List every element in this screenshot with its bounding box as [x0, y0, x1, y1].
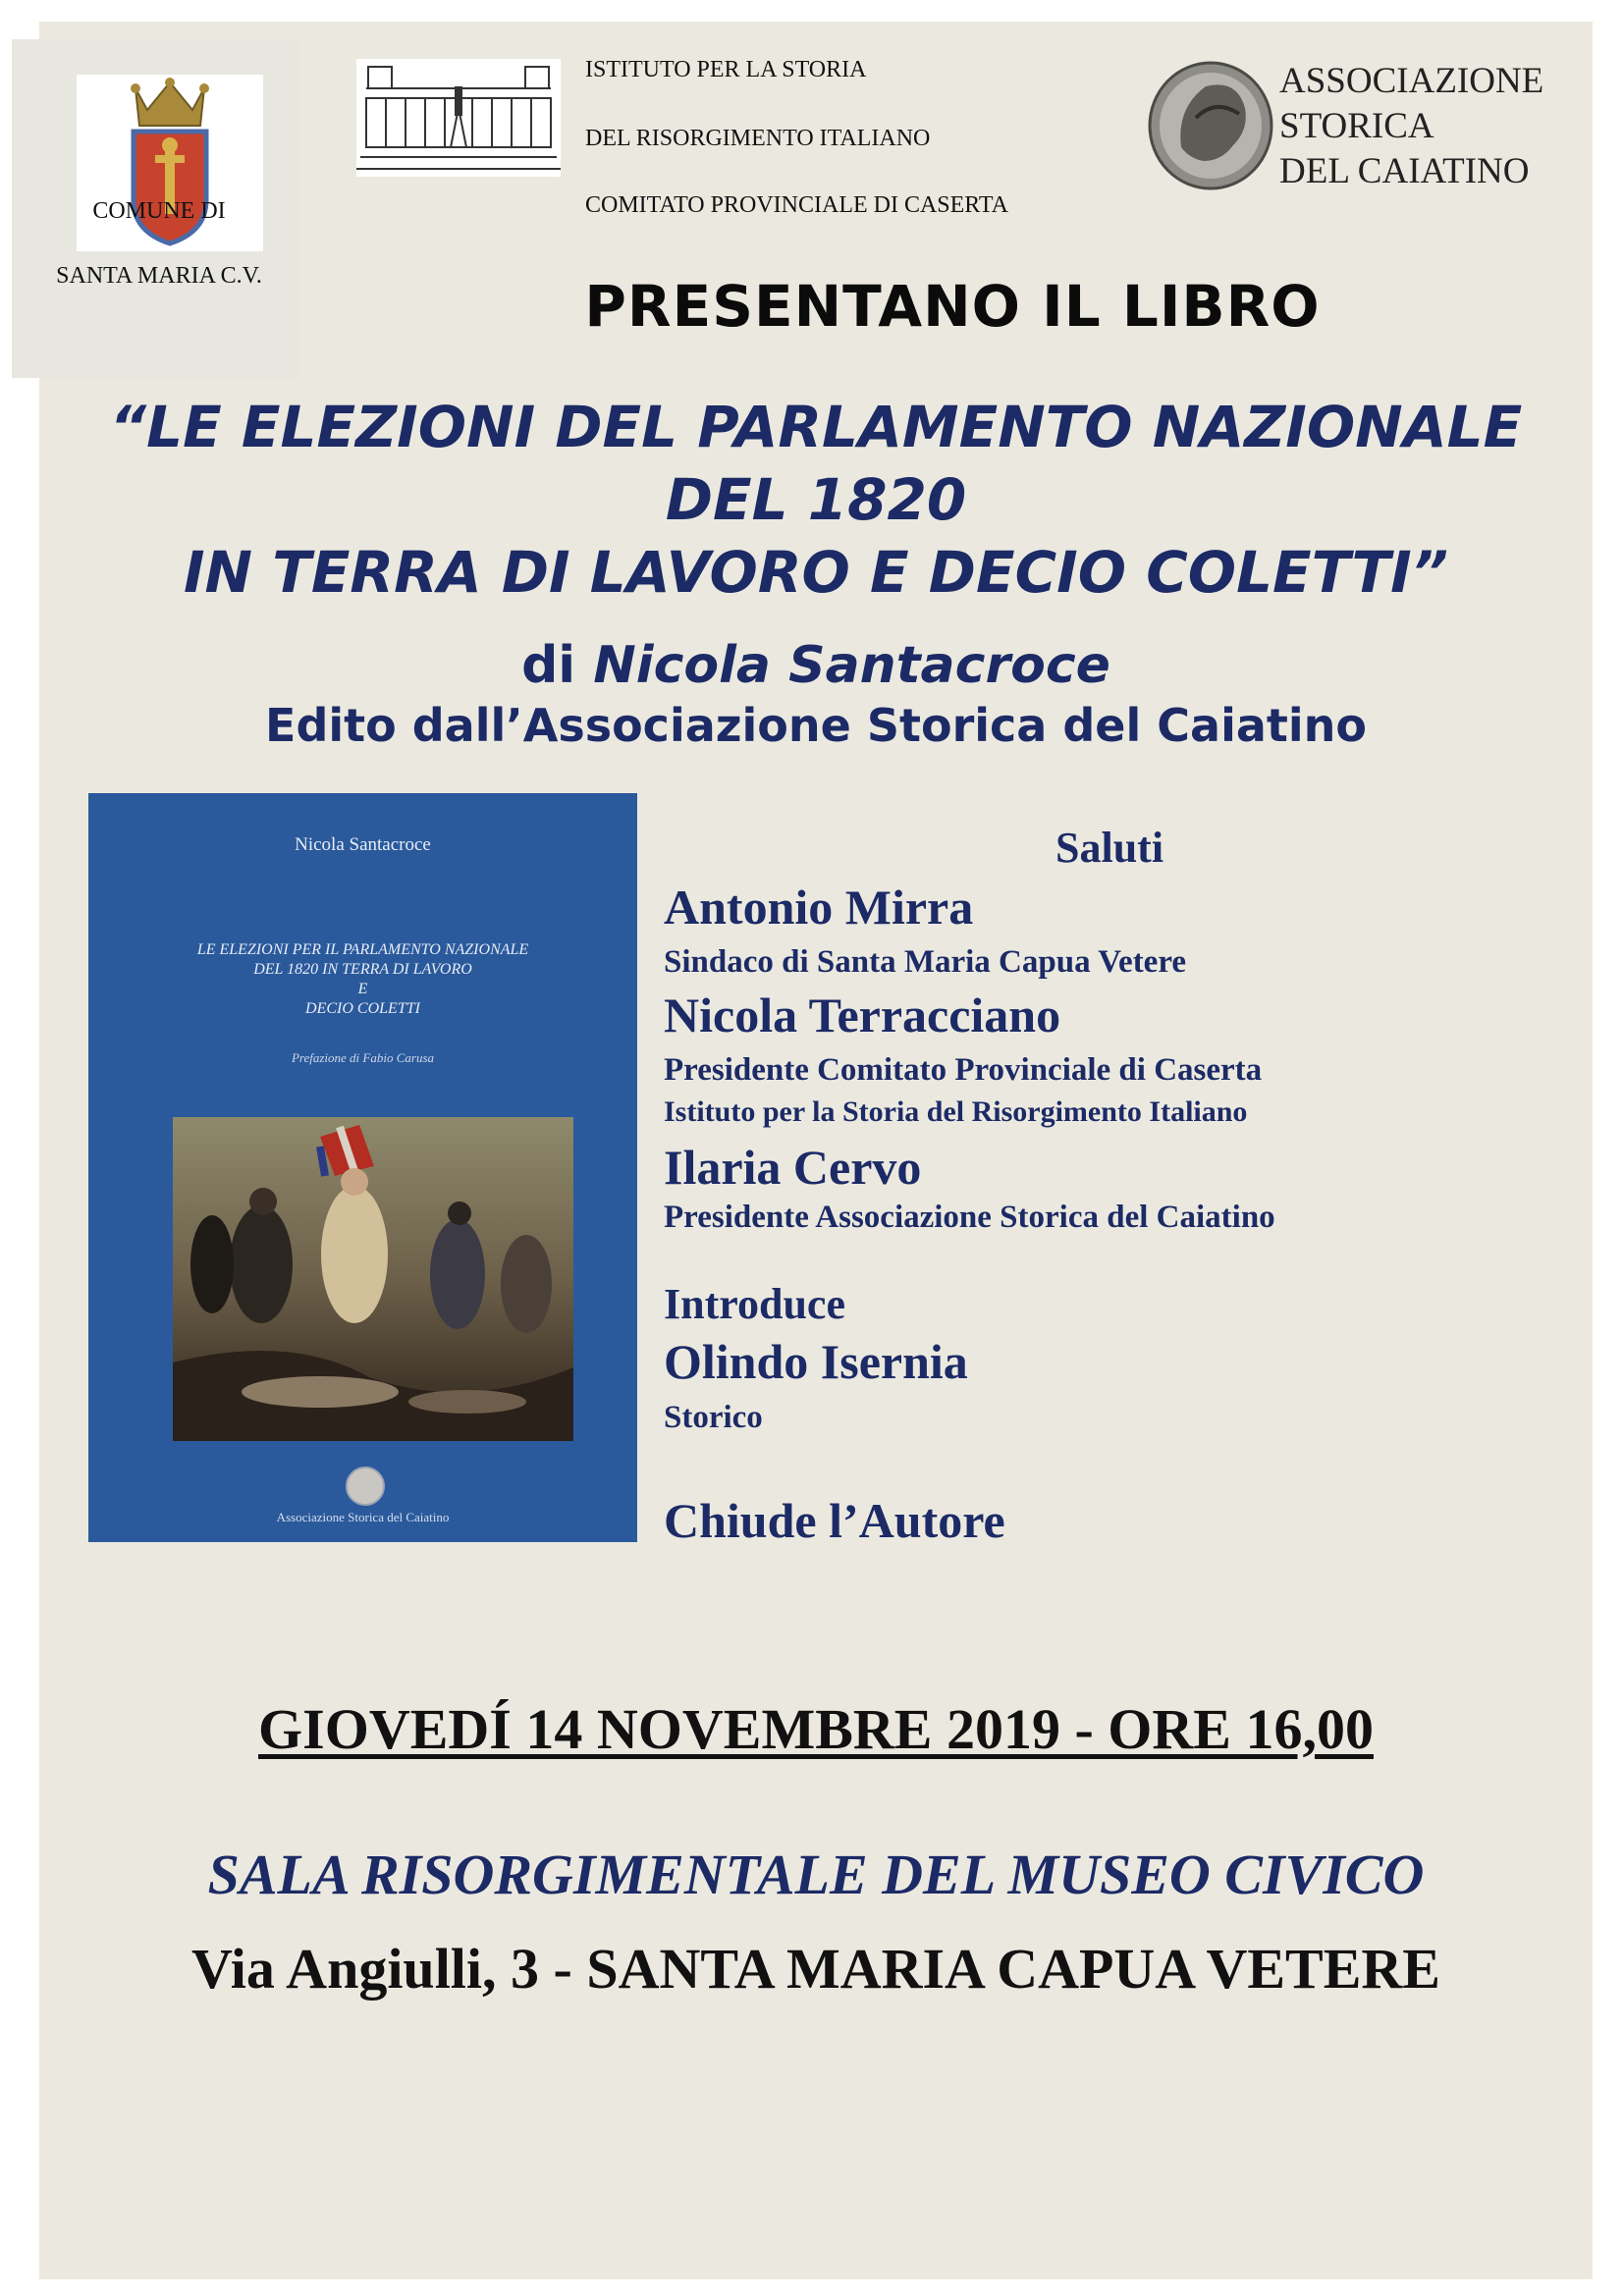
speaker1-name: Antonio Mirra [664, 880, 974, 934]
helmeted-head-coin-icon [1147, 59, 1274, 191]
introduce-heading: Introduce [664, 1280, 845, 1328]
speaker2-role-line1: Presidente Comitato Provinciale di Caserta [664, 1052, 1263, 1088]
speaker3-role: Presidente Associazione Storica del Caiatino [664, 1200, 1275, 1235]
book-cover-publisher: Associazione Storica del Caiatino [276, 1510, 450, 1524]
speaker1-role: Sindaco di Santa Maria Capua Vetere [664, 944, 1187, 980]
book-cover-title [88, 940, 637, 1019]
painting-image [173, 1117, 573, 1441]
monument-icon [356, 59, 561, 177]
author-prefix: di [521, 636, 576, 695]
event-address: Via Angiulli, 3 - SANTA MARIA CAPUA VETERE [191, 1937, 1440, 2001]
istituto-label-line3: COMITATO PROVINCIALE DI CASERTA [585, 192, 1008, 218]
istituto-label-line1: ISTITUTO PER LA STORIA [585, 57, 867, 82]
event-venue: SALA RISORGIMENTALE DEL MUSEO CIVICO [207, 1842, 1425, 1906]
saluti-heading: Saluti [1055, 824, 1164, 872]
book-cover-title-line3: E [357, 981, 368, 997]
book-cover-publisher-logo [346, 1467, 385, 1506]
book-title-line1: “LE ELEZIONI DEL PARLAMENTO NAZIONALE [109, 394, 1523, 460]
associazione-coin-logo [1147, 59, 1274, 191]
istituto-logo [356, 59, 561, 177]
comune-crest-logo [77, 75, 263, 251]
event-date: GIOVEDÍ 14 NOVEMBRE 2019 - ORE 16,00 [258, 1697, 1374, 1761]
associazione-label-line1: ASSOCIAZIONE [1279, 61, 1544, 101]
author-line [39, 636, 1593, 695]
speaker4-name: Olindo Isernia [664, 1334, 968, 1389]
associazione-label-line3: DEL CAIATINO [1279, 151, 1530, 191]
associazione-label-line2: STORICA [1279, 106, 1434, 146]
book-cover-preface: Prefazione di Fabio Carusa [291, 1050, 435, 1065]
publisher-line: Edito dall’Associazione Storica del Caiatino [265, 699, 1367, 752]
speaker2-name: Nicola Terracciano [664, 988, 1061, 1042]
book-title-line2: DEL 1820 [665, 466, 967, 533]
presentano-heading: PRESENTANO IL LIBRO [584, 273, 1321, 340]
speaker2-role-line2: Istituto per la Storia del Risorgimento Italiano [664, 1095, 1248, 1128]
comune-label-line1: COMUNE DI [92, 198, 226, 224]
crest-icon [77, 75, 263, 251]
speaker4-role: Storico [664, 1400, 763, 1435]
istituto-label-line2: DEL RISORGIMENTO ITALIANO [585, 126, 931, 151]
book-cover-author: Nicola Santacroce [295, 834, 431, 855]
book-cover-painting [173, 1117, 573, 1441]
book-cover [88, 793, 637, 1542]
book-cover-title-line2: DEL 1820 IN TERRA DI LAVORO [253, 961, 472, 978]
closing-line: Chiude l’Autore [664, 1493, 1005, 1548]
book-title-line3: IN TERRA DI LAVORO E DECIO COLETTI” [183, 539, 1449, 606]
book-cover-title-line4: DECIO COLETTI [305, 1000, 420, 1017]
author-name: Nicola Santacroce [593, 636, 1110, 695]
book-cover-title-line1: LE ELEZIONI PER IL PARLAMENTO NAZIONALE [196, 941, 529, 958]
comune-label-line2: SANTA MARIA C.V. [56, 263, 262, 289]
speaker3-name: Ilaria Cervo [664, 1140, 922, 1195]
comune-header-box [12, 39, 298, 378]
